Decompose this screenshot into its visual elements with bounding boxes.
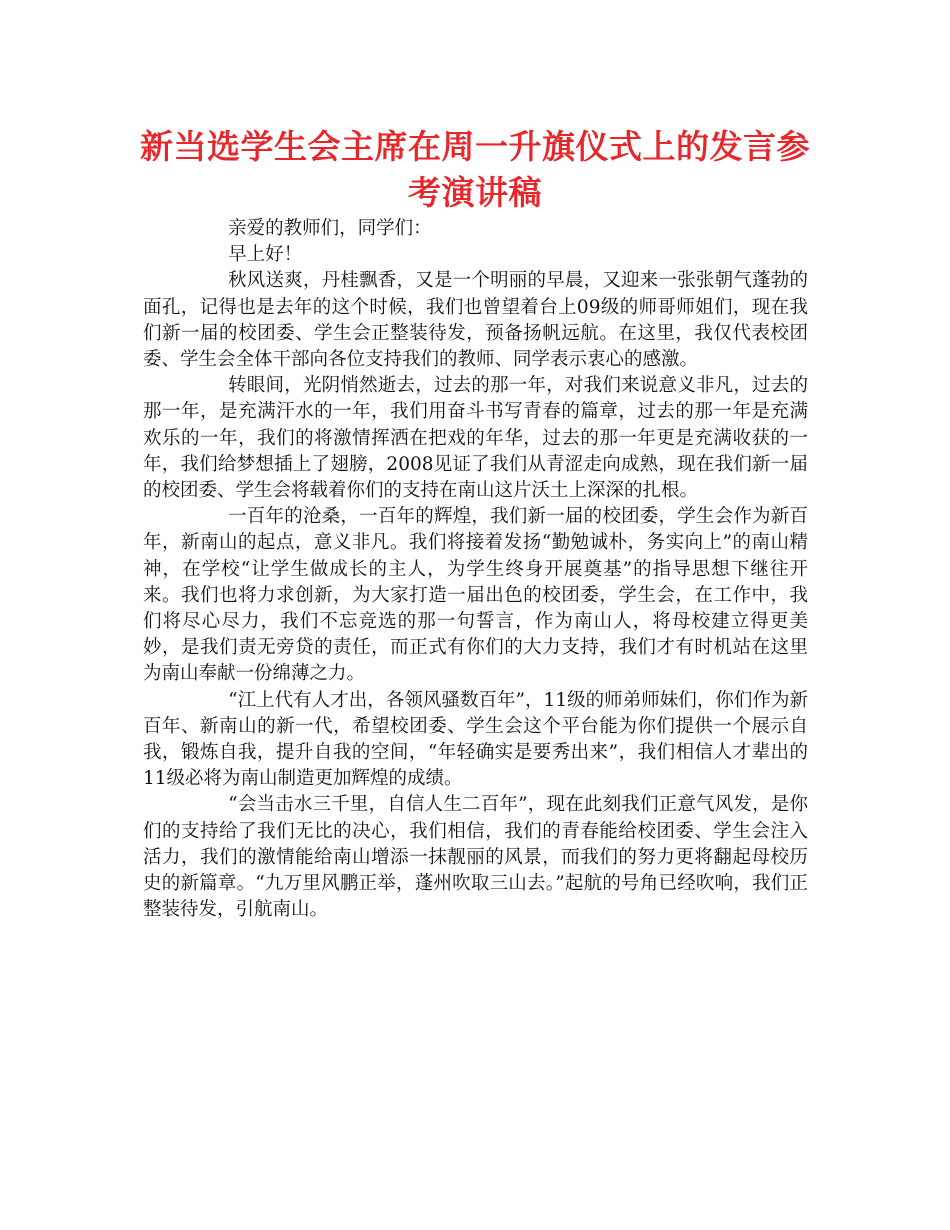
salutation-line: 早上好！ bbox=[228, 244, 303, 266]
greeting-line: 亲爱的教师们，同学们： bbox=[228, 218, 432, 239]
body-paragraph: 秋风送爽，丹桂飘香，又是一个明丽的早晨，又迎来一张张朝气蓬勃的面孔，记得也是去年的这个时候，我们也曾望着台上09级的师哥师姐们，现在我们新一届的校团委、学生会正整装待发，预备扬帆远航。在这里，我仅代表校团委、学生会全体干部向各位支持我们的教师、同学表示衷心的感激。 bbox=[143, 270, 808, 371]
body-paragraph: “会当击水三千里，自信人生二百年”，现在此刻我们正意气风发，是你们的支持给了我们无比的决心，我们相信，我们的青春能给校团委、学生会注入活力，我们的激情能给南山增添一抹靓丽的风景，而我们的努力更将翻起母校历史的新篇章。“九万里风鹏正举，蓬州吹取三山去。”起航的号角已经吹响，我们正整装待发，引航南山。 bbox=[143, 794, 808, 921]
body-paragraph: 一百年的沧桑，一百年的辉煌，我们新一届的校团委，学生会作为新百年，新南山的起点，意义非凡。我们将接着发扬“勤勉诚朴，务实向上”的南山精神，在学校“让学生做成长的主人，为学生终身开展奠基”的指导思想下继往开来。我们也将力求创新，为大家打造一届出色的校团委，学生会，在工作中，我们将尽心尽力，我们不忘竞选的那一句誓言，作为南山人，将母校建立得更美妙，是我们责无旁贷的责任，而正式有你们的大力支持，我们才有时机站在这里为南山奉献一份绵薄之力。 bbox=[143, 506, 808, 685]
body-paragraph: “江上代有人才出，各领风骚数百年”，11级的师弟师妹们，你们作为新百年、新南山的新一代，希望校团委、学生会这个平台能为你们提供一个展示自我，锻炼自我，提升自我的空间，“年轻确实是要秀出来”，我们相信人才辈出的11级必将为南山制造更加辉煌的成绩。 bbox=[143, 689, 808, 790]
document-title: 新当选学生会主席在周一升旗仪式上的发言参考演讲稿 bbox=[140, 127, 810, 212]
document-body bbox=[143, 216, 808, 923]
body-paragraph: 转眼间，光阴悄然逝去，过去的那一年，对我们来说意义非凡，过去的那一年，是充满汗水的一年，我们用奋斗书写青春的篇章，过去的那一年是充满欢乐的一年，我们的将激情挥洒在把戏的年华，过去的那一年更是充满收获的一年，我们给梦想插上了翅膀，2008见证了我们从青涩走向成熟，现在我们新一届的校团委、学生会将载着你们的支持在南山这片沃土上深深的扎根。 bbox=[143, 375, 808, 502]
